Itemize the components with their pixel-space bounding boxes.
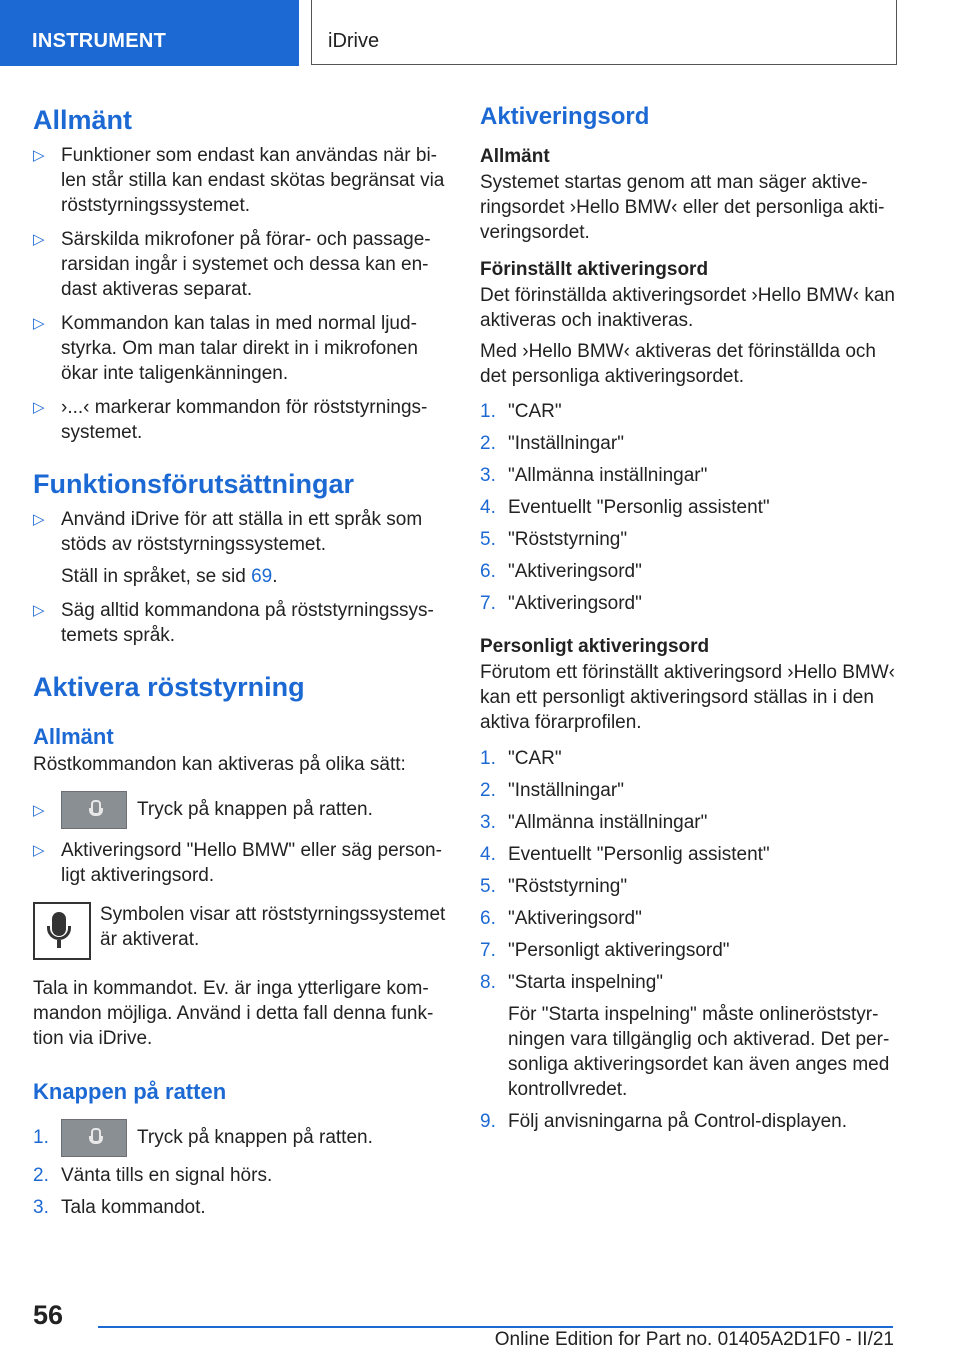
footer-edition: Online Edition for Part no. 01405A2D1F0 - II/21 [494, 1329, 894, 1350]
heading-personligt: Personligt aktiveringsord [480, 636, 710, 657]
heading-knappen-pa-ratten: Knappen på ratten [33, 1079, 227, 1105]
list-item: ▷ Särskilda mikrofoner på förar- och passage-rarsidan ingår i systemet och dessa kan en-dast aktiveras separat. [33, 229, 431, 300]
triangle-right-icon: ▷ [33, 602, 45, 619]
list-item: 6. "Aktiveringsord" [480, 908, 642, 929]
list-item: 5. "Röststyrning" [480, 876, 628, 897]
forinst-text-2: Med ›Hello BMW‹ aktiveras det förinställda och det personliga aktiveringsordet. [480, 341, 876, 387]
list-item: ▷ Säg alltid kommandona på röststyrningssys-temets språk. [33, 600, 434, 646]
header-section-label: INSTRUMENT [32, 30, 167, 52]
microphone-button-icon [61, 1119, 127, 1157]
list-item: 3. "Allmänna inställningar" [480, 812, 708, 833]
tala-text: Tala in kommandot. Ev. är inga ytterligare kom-mandon möjliga. Använd i detta fall denna funk-tion via iDrive. [33, 978, 434, 1050]
aktivera-intro: Röstkommandon kan aktiveras på olika sätt: [33, 754, 406, 775]
list-item: ▷ Aktiveringsord "Hello BMW" eller säg person-ligt aktiveringsord. [33, 840, 442, 887]
heading-allmant: Allmänt [33, 105, 133, 135]
forinst-text-1: Det förinställda aktiveringsordet ›Hello BMW‹ kan aktiveras och inaktiveras. [480, 285, 895, 331]
triangle-right-icon: ▷ [33, 315, 45, 332]
list-item: 2. Vänta tills en signal hörs. [33, 1165, 273, 1187]
list-item: 7. "Personligt aktiveringsord" [480, 940, 730, 961]
list-item: ▷ Använd iDrive för att ställa in ett språk som stöds av röststyrningssystemet. Ställ in språket, se sid 69. [33, 509, 423, 587]
left-column [33, 100, 453, 1220]
page-number: 56 [33, 1300, 64, 1330]
triangle-right-icon: ▷ [33, 147, 45, 164]
list-item: 5. "Röststyrning" [480, 529, 628, 550]
footer-divider [98, 1326, 893, 1328]
list-item: ▷ ›...‹ markerar kommandon för röststyrnings-systemet. [33, 397, 428, 443]
heading-forinstallt: Förinställt aktiveringsord [480, 259, 709, 280]
list-item: 9. Följ anvisningarna på Control-displayen. [480, 1111, 848, 1132]
list-item: 3. Tala kommandot. [33, 1197, 206, 1219]
heading-aktivera-roststyrning: Aktivera röststyrning [33, 672, 305, 702]
triangle-right-icon: ▷ [33, 511, 45, 528]
allmant-text: Systemet startas genom att man säger aktive-ringsordet ›Hello BMW‹ eller det personliga akti-veringsordet. [480, 172, 885, 243]
list-item: 1. Tryck på knappen på ratten. [33, 1119, 453, 1157]
list-item: 7. "Aktiveringsord" [480, 593, 642, 614]
list-item: 4. Eventuellt "Personlig assistent" [480, 844, 770, 865]
microphone-button-icon [61, 791, 127, 829]
microphone-symbol-icon [33, 902, 91, 960]
heading-allmant-right: Allmänt [480, 146, 550, 167]
list-item: 6. "Aktiveringsord" [480, 561, 642, 582]
pers-steps [480, 746, 900, 1134]
symbol-text: Symbolen visar att röststyrningssystemet är aktiverat. [100, 904, 446, 951]
list-item: 2. "Inställningar" [480, 780, 624, 801]
list-item: ▷ Funktioner som endast kan användas när bi-len står stilla kan endast skötas begränsat via röststyrningssystemet. [33, 145, 445, 216]
right-column [480, 100, 900, 1134]
list-item: 3. "Allmänna inställningar" [480, 465, 708, 486]
pers-text: Förutom ett förinställt aktiveringsord ›Hello BMW‹ kan ett personligt aktiveringsord ställas in i den aktiva förarprofilen. [480, 662, 895, 733]
triangle-right-icon: ▷ [33, 399, 45, 416]
triangle-right-icon: ▷ [33, 802, 45, 819]
heading-allmant-2: Allmänt [33, 724, 114, 749]
page-reference-link[interactable]: 69 [251, 566, 273, 587]
list-item: 1. "CAR" [480, 401, 562, 422]
header-chapter-label: iDrive [328, 30, 380, 52]
list-item: 2. "Inställningar" [480, 433, 624, 454]
forinst-steps [480, 399, 900, 616]
header-chapter-tab [311, 0, 897, 65]
heading-funktionsforutsattningar: Funktionsförutsättningar [33, 469, 354, 499]
list-item: 8. "Starta inspelning" För "Starta inspelning" måste onlineröststyr-ningen vara tillgänglig och aktiverad. Det per-sonliga aktiveringsordet kan även anges med kontrollvredet. [480, 970, 900, 1102]
list-item: ▷ Kommandon kan talas in med normal ljud-styrka. Om man talar direkt in i mikrofonen ökar inte taligenkänningen. [33, 313, 418, 384]
triangle-right-icon: ▷ [33, 231, 45, 248]
list-item: ▷ Tryck på knappen på ratten. [33, 791, 453, 829]
list-item: 1. "CAR" [480, 748, 562, 769]
header-section-tab [0, 0, 299, 66]
symbol-note [33, 902, 453, 964]
heading-aktiveringsord: Aktiveringsord [480, 103, 650, 130]
triangle-right-icon: ▷ [33, 842, 45, 860]
list-item: 4. Eventuellt "Personlig assistent" [480, 497, 770, 518]
step-8-note: För "Starta inspelning" måste onlineröststyr-ningen vara tillgänglig och aktiverad. Det per-sonliga aktiveringsordet kan även anges med kontrollvredet. [508, 1004, 890, 1100]
